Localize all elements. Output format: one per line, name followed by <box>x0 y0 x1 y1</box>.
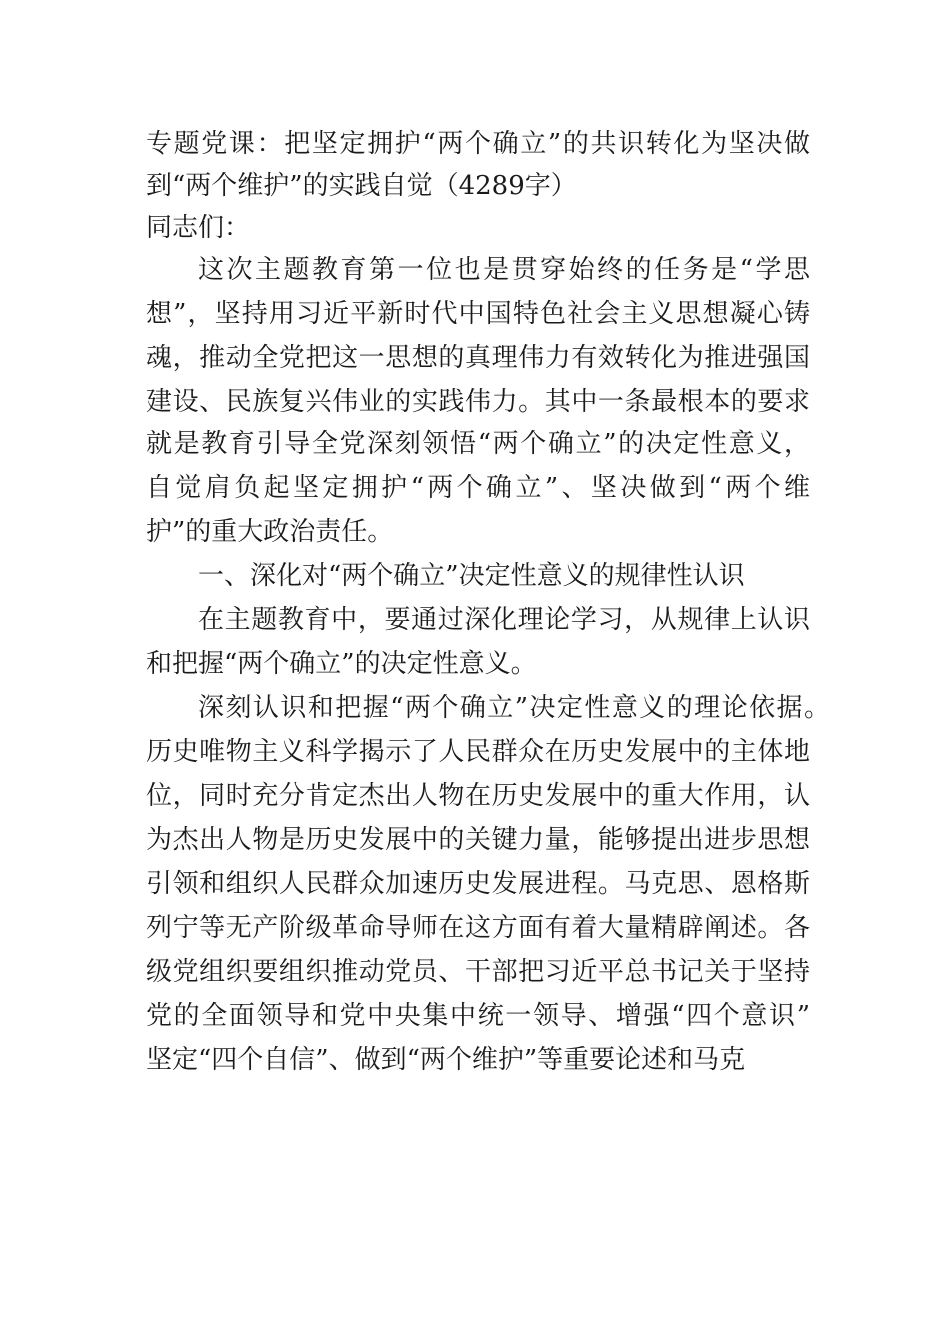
paragraph-3-line-5: 引领和组织人民群众加速历史发展进程。马克思、恩格斯 <box>146 869 810 899</box>
paragraph-3-line-7: 级党组织要组织推动党员、干部把习近平总书记关于坚持 <box>146 957 810 987</box>
document-title-line-2: 到“两个维护”的实践自觉（4289字） <box>146 171 577 201</box>
section-heading-1: 一、深化对“两个确立”决定性意义的规律性认识 <box>198 561 745 591</box>
paragraph-3-line-6: 列宁等无产阶级革命导师在这方面有着大量精辟阐述。各 <box>146 913 810 943</box>
paragraph-1-line-7: 护”的重大政治责任。 <box>146 517 394 547</box>
paragraph-3-line-1: 深刻认识和把握“两个确立”决定性意义的理论依据。 <box>198 693 830 723</box>
salutation: 同志们： <box>146 213 251 243</box>
paragraph-2-line-1: 在主题教育中，要通过深化理论学习，从规律上认识 <box>198 605 810 635</box>
paragraph-1-line-4: 建设、民族复兴伟业的实践伟力。其中一条最根本的要求 <box>146 387 810 417</box>
paragraph-3-line-4: 为杰出人物是历史发展中的关键力量，能够提出进步思想 <box>146 825 810 855</box>
paragraph-1-line-5: 就是教育引导全党深刻领悟“两个确立”的决定性意义， <box>146 429 810 459</box>
paragraph-3-line-8: 党的全面领导和党中央集中统一领导、增强“四个意识” <box>146 1001 810 1031</box>
paragraph-3-line-9: 坚定“四个自信”、做到“两个维护”等重要论述和马克 <box>146 1045 746 1075</box>
paragraph-2-line-2: 和把握“两个确立”的决定性意义。 <box>146 649 537 679</box>
paragraph-1-line-3: 魂，推动全党把这一思想的真理伟力有效转化为推进强国 <box>146 343 810 373</box>
paragraph-1-line-2: 想”，坚持用习近平新时代中国特色社会主义思想凝心铸 <box>146 299 810 329</box>
paragraph-1-line-1: 这次主题教育第一位也是贯穿始终的任务是“学思 <box>198 255 810 285</box>
paragraph-3-line-2: 历史唯物主义科学揭示了人民群众在历史发展中的主体地 <box>146 737 810 767</box>
paragraph-3-line-3: 位，同时充分肯定杰出人物在历史发展中的重大作用，认 <box>146 781 810 811</box>
document-title-line-1: 专题党课：把坚定拥护“两个确立”的共识转化为坚决做 <box>146 129 810 159</box>
paragraph-1-line-6: 自觉肩负起坚定拥护“两个确立”、坚决做到“两个维 <box>146 473 810 503</box>
